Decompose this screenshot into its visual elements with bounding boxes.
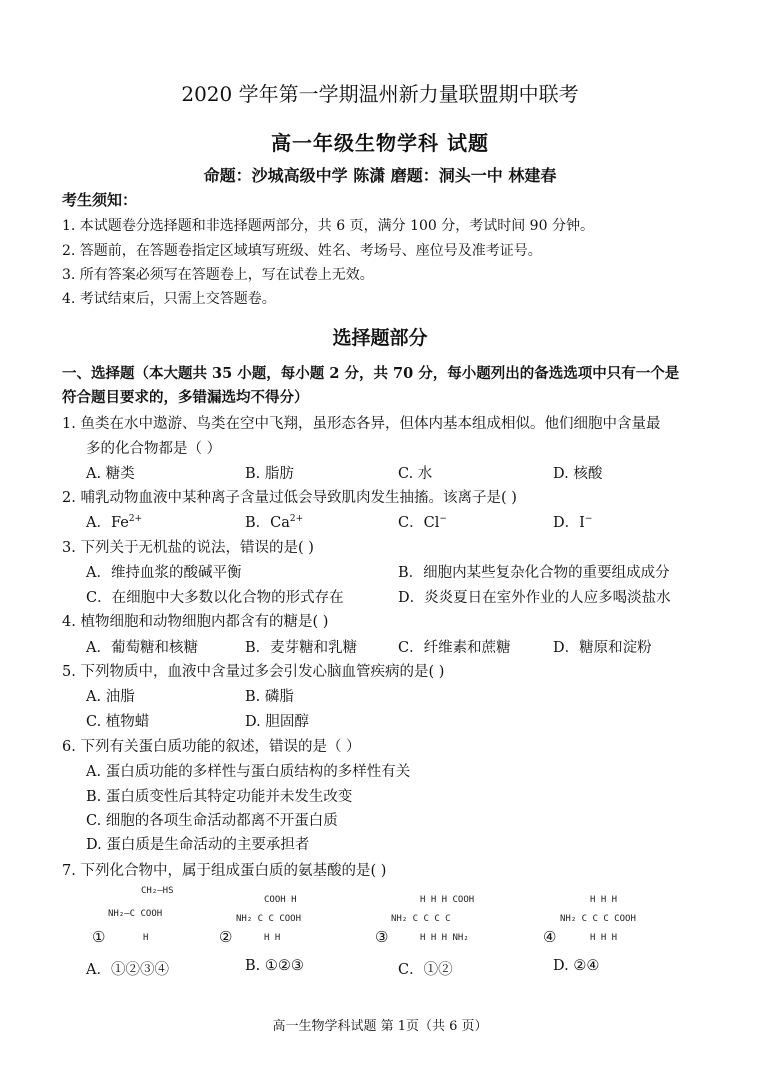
q3-option-b: B．细胞内某些复杂化合物的重要组成成分 <box>398 565 670 581</box>
q1-option-d: D. 核酸 <box>553 466 603 482</box>
q6-option-c: C. 细胞的各项生命活动都离不开蛋白质 <box>86 813 338 829</box>
notice-item: 1. 本试题卷分选择题和非选择题两部分，共 6 页，满分 100 分，考试时间 90 分钟。 <box>62 218 594 234</box>
exam-title: 2020 学年第一学期温州新力量联盟期中联考 <box>181 82 579 106</box>
q3-stem: 3. 下列关于无机盐的说法，错误的是( ) <box>62 540 314 556</box>
q7-stem: 7. 下列化合物中，属于组成蛋白质的氨基酸的是( ) <box>62 863 387 879</box>
structure-3-label: ③ <box>375 928 389 946</box>
q6-stem: 6. 下列有关蛋白质功能的叙述，错误的是（ ） <box>62 739 361 755</box>
q2-option-a: A．$Fe^{2+}$ <box>86 514 143 531</box>
q2-option-b: B．$Ca^{2+}$ <box>245 514 304 531</box>
structure-1-label: ① <box>92 928 106 946</box>
structure-1-mid: NH₂—C COOH <box>108 909 163 919</box>
structure-2-mid: NH₂ C C COOH <box>236 914 302 924</box>
notice-item: 3. 所有答案必须写在答题卷上，写在试卷上无效。 <box>62 267 374 283</box>
exam-subtitle: 高一年级生物学科 试题 <box>271 131 489 155</box>
structure-3-top: H H H COOH <box>420 895 475 905</box>
q4-option-b: B．麦芽糖和乳糖 <box>245 640 358 656</box>
q6-option-a: A. 蛋白质功能的多样性与蛋白质结构的多样性有关 <box>86 764 411 780</box>
q3-option-d: D．炎炎夏日在室外作业的人应多喝淡盐水 <box>398 590 671 606</box>
q6-option-b: B. 蛋白质变性后其特定功能并未发生改变 <box>86 789 353 805</box>
structure-2-top: COOH H <box>264 895 297 905</box>
q1-option-c: C. 水 <box>398 466 433 482</box>
q4-option-d: D．糖原和淀粉 <box>553 640 652 656</box>
notice-item: 2. 答题前，在答题卷指定区域填写班级、姓名、考场号、座位号及准考证号。 <box>62 243 542 259</box>
q5-option-a: A. 油脂 <box>86 689 135 705</box>
q7-option-b: B. ①②③ <box>245 958 304 974</box>
q1-stem: 1. 鱼类在水中遨游、鸟类在空中飞翔，虽形态各异，但体内基本组成相似。他们细胞中含量最 <box>62 416 661 432</box>
q1-option-b: B. 脂肪 <box>245 466 294 482</box>
q5-option-d: D. 胆固醇 <box>245 714 309 730</box>
q1-stem-cont: 多的化合物都是（ ） <box>86 441 222 457</box>
q3-option-c: C．在细胞中大多数以化合物的形式存在 <box>86 590 344 606</box>
q6-option-d: D. 蛋白质是生命活动的主要承担者 <box>86 837 310 853</box>
q2-option-c: C．Cl− <box>398 514 447 531</box>
exam-authors: 命题：沙城高级中学 陈潇 磨题：洞头一中 林建春 <box>203 166 557 185</box>
q4-option-a: A．葡萄糖和核糖 <box>86 640 198 656</box>
structure-2-label: ② <box>219 928 233 946</box>
q7-option-d: D. ②④ <box>553 958 600 974</box>
notice-heading: 考生须知： <box>62 191 138 209</box>
structure-4-bot: H H H <box>590 933 618 943</box>
page-footer: 高一生物学科试题 第 1页（共 6 页） <box>272 1019 488 1034</box>
structure-3-mid: NH₂ C C C C <box>391 914 451 924</box>
structure-4-mid: NH₂ C C C COOH <box>560 914 636 924</box>
q3-option-a: A．维持血浆的酸碱平衡 <box>86 565 242 581</box>
q2-stem: 2. 哺乳动物血液中某种离子含量过低会导致肌肉发生抽搐。该离子是( ) <box>62 490 517 506</box>
section-intro-line1: 一、选择题（本大题共 35 小题，每小题 2 分，共 70 分，每小题列出的备选选项中只有一个是 <box>62 365 680 382</box>
q4-stem: 4. 植物细胞和动物细胞内都含有的糖是( ) <box>62 614 329 630</box>
q5-option-c: C. 植物蜡 <box>86 714 150 730</box>
q5-option-b: B. 磷脂 <box>245 689 294 705</box>
notice-item: 4. 考试结束后，只需上交答题卷。 <box>62 291 276 307</box>
structure-4-top: H H H <box>590 895 618 905</box>
q4-option-c: C．纤维素和蔗糖 <box>398 640 511 656</box>
structure-3-bot: H H H NH₂ <box>420 933 469 943</box>
section-title: 选择题部分 <box>332 327 428 349</box>
q2-option-d: D．I− <box>553 514 593 531</box>
q5-stem: 5. 下列物质中，血液中含量过多会引发心脑血管疾病的是( ) <box>62 664 445 680</box>
q7-option-a: A．①②③④ <box>86 962 169 978</box>
q7-option-c: C．①② <box>398 962 453 978</box>
section-intro-line2: 符合题目要求的，多错漏选均不得分） <box>62 389 309 406</box>
structure-2-bot: H H <box>264 933 281 943</box>
structure-4-label: ④ <box>543 928 557 946</box>
q1-option-a: A. 糖类 <box>86 466 135 482</box>
structure-1-bot: H <box>143 933 149 943</box>
structure-1-top: CH₂—HS <box>141 886 174 896</box>
